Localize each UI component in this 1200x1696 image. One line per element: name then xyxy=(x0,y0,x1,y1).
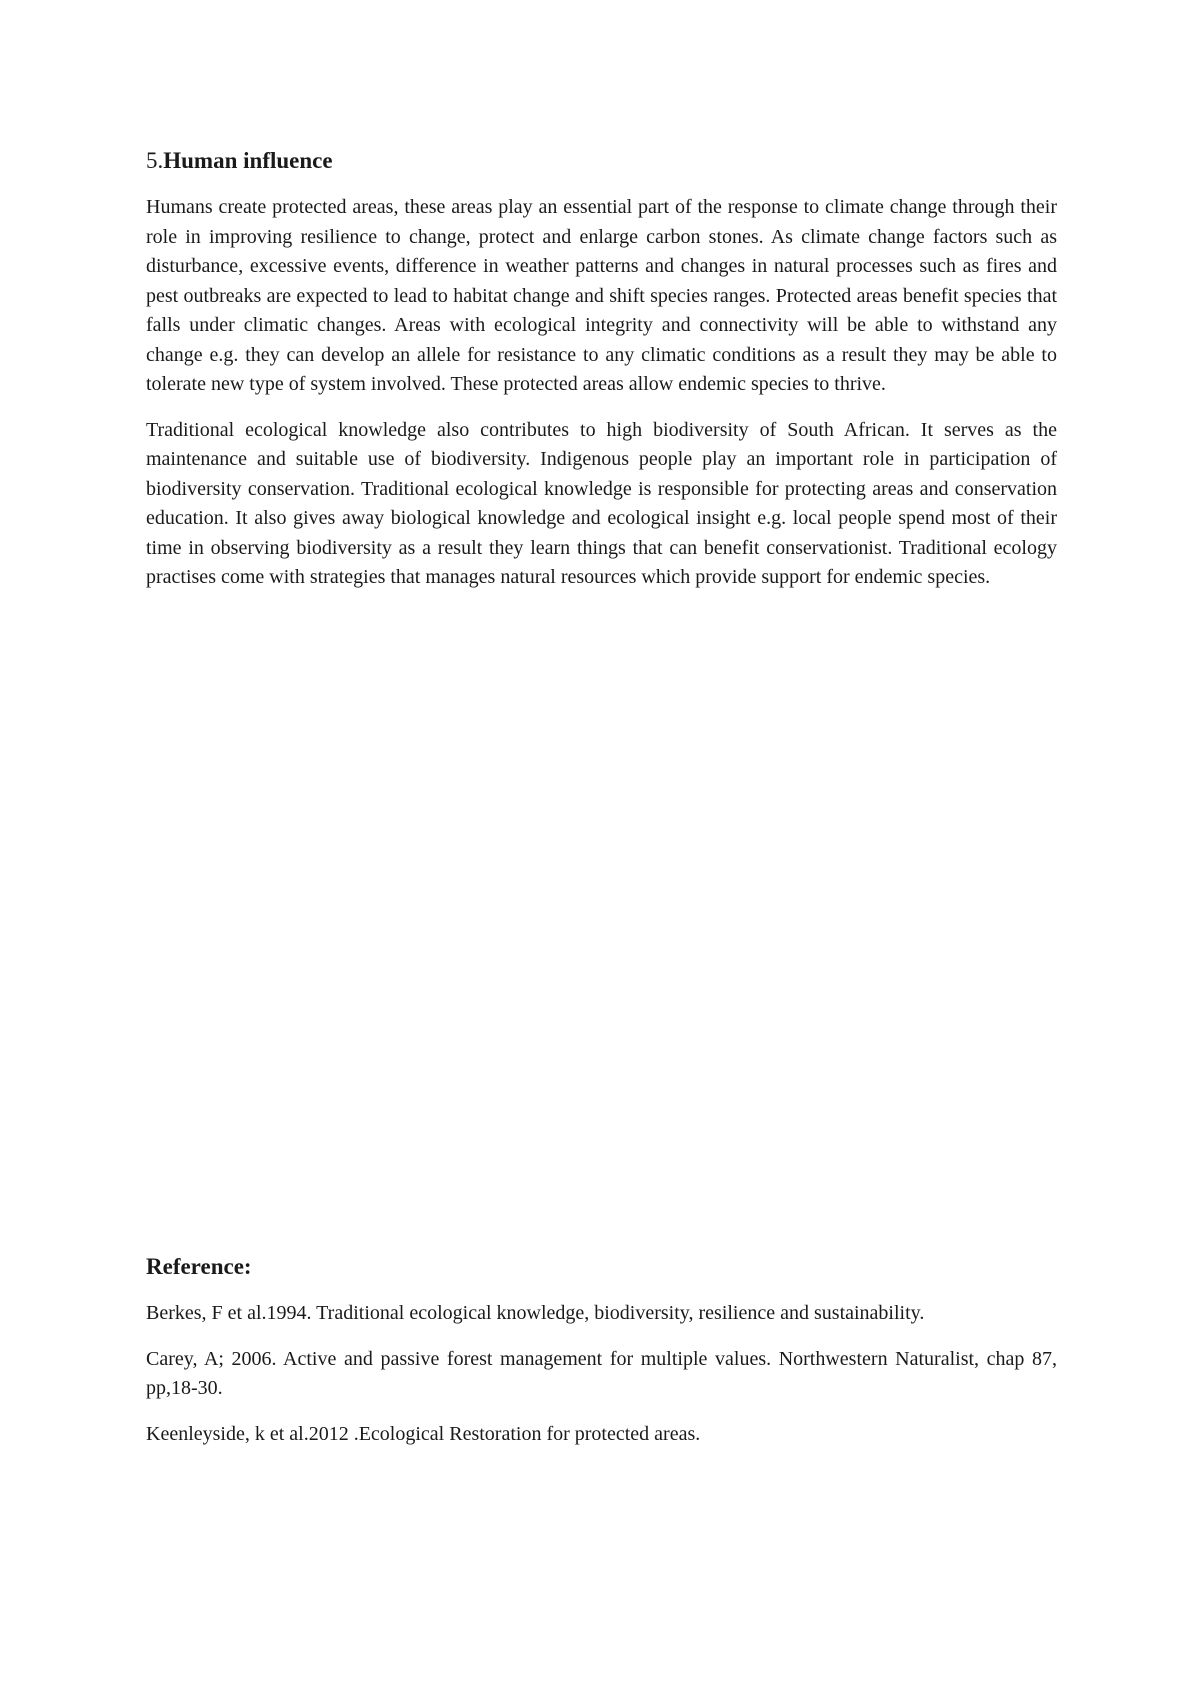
reference-item: Keenleyside, k et al.2012 .Ecological Restoration for protected areas. xyxy=(146,1422,701,1445)
reference-item: Carey, A; 2006. Active and passive forest management for multiple values. Northwestern Naturalist, chap 87, pp,18-30. xyxy=(146,1347,1057,1399)
section-heading xyxy=(146,146,1057,176)
paragraph-traditional-knowledge: Traditional ecological knowledge also contributes to high biodiversity of South African. It serves as the maintenance and suitable use of biodiversity. Indigenous people play an important role in participation of biodiversity conservation. Traditional ecological knowledge is responsible for protecting areas and conservation education. It also gives away biological knowledge and ecological insight e.g. local people spend most of their time in observing biodiversity as a result they learn things that can benefit conservationist. Traditional ecology practises come with strategies that manages natural resources which provide support for endemic species. xyxy=(146,418,1057,588)
references-heading: Reference: xyxy=(146,1254,252,1279)
human-influence-section xyxy=(146,146,1057,609)
reference-item: Berkes, F et al.1994. Traditional ecological knowledge, biodiversity, resilience and sustainability. xyxy=(146,1302,925,1324)
section-number: 5. xyxy=(146,148,164,173)
section-title: Human influence xyxy=(163,148,333,173)
references-section xyxy=(146,1252,1057,1465)
paragraph-protected-areas: Humans create protected areas, these areas play an essential part of the response to climate change through their role in improving resilience to change, protect and enlarge carbon stones. As climate change factors such as disturbance, excessive events, difference in weather patterns and changes in natural processes such as fires and pest outbreaks are expected to lead to habitat change and shift species ranges. Protected areas benefit species that falls under climatic changes. Areas with ecological integrity and connectivity will be able to withstand any change e.g. they can develop an allele for resistance to any climatic conditions as a result they may be able to tolerate new type of system involved. These protected areas allow endemic species to thrive. xyxy=(146,196,1057,395)
